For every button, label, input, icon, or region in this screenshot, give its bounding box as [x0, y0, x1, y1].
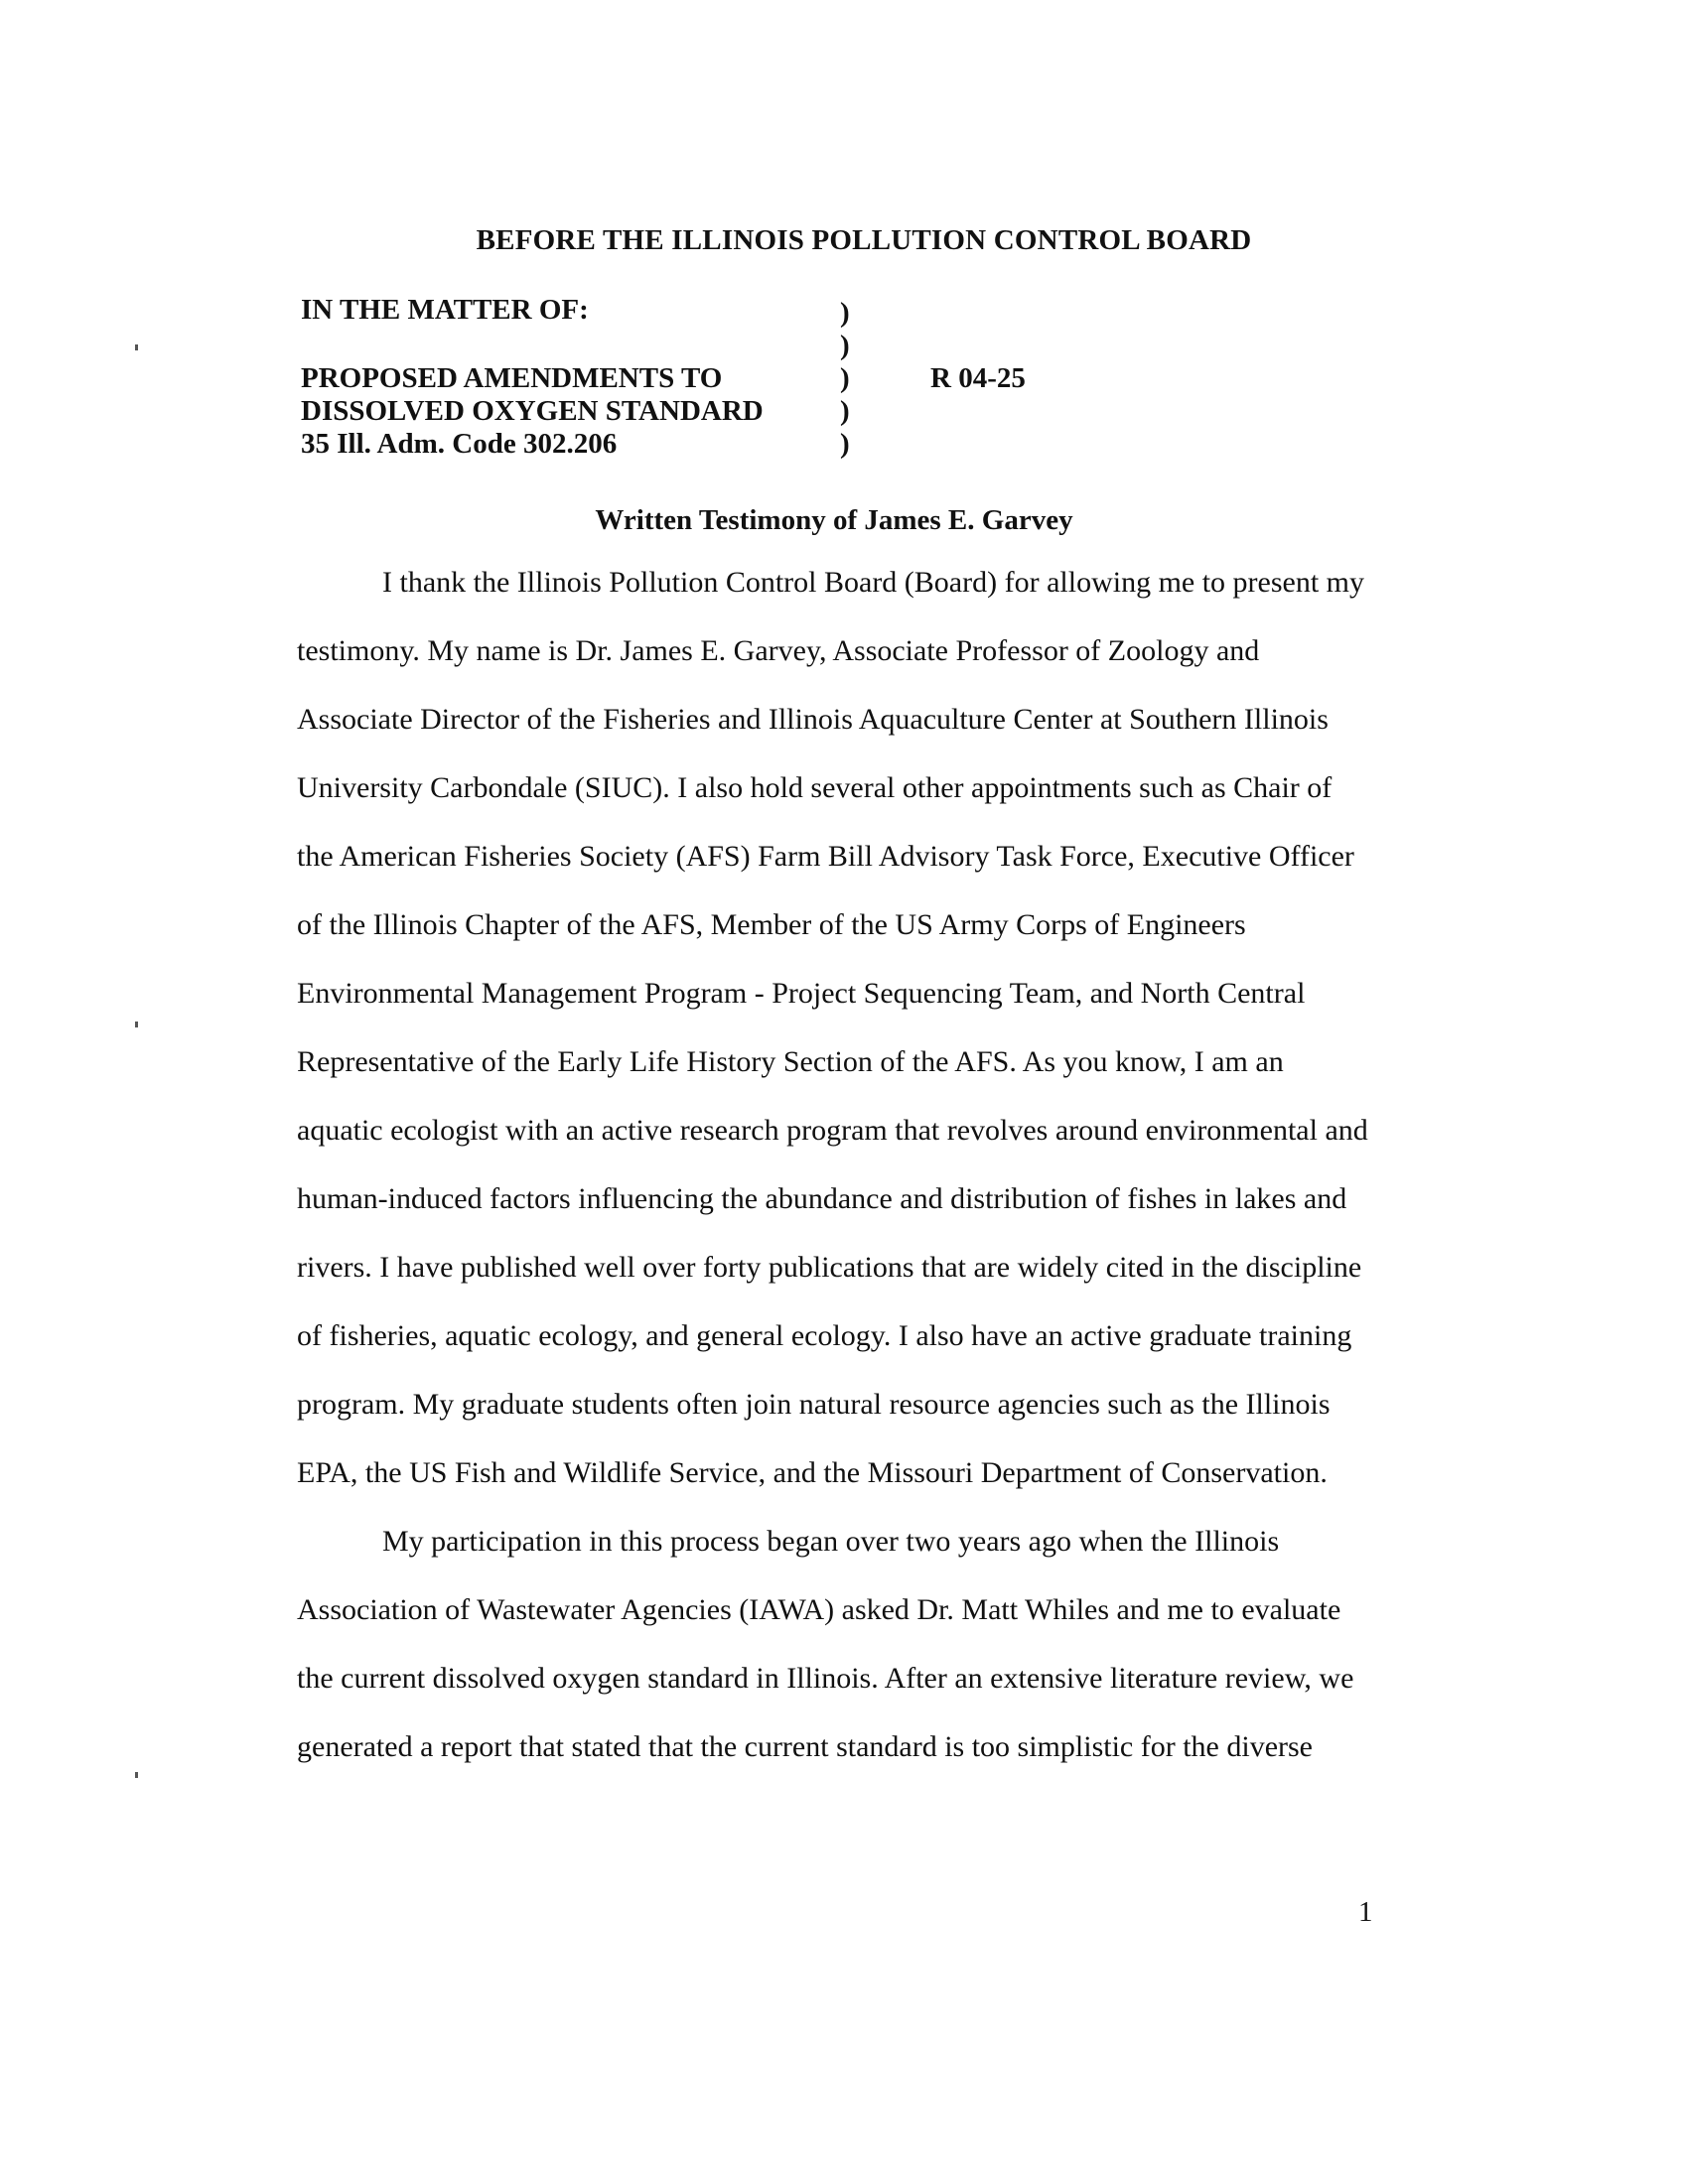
body-line: the American Fisheries Society (AFS) Farm Bill Advisory Task Force, Executive Officer: [297, 840, 1354, 873]
page-number: 1: [1358, 1896, 1373, 1928]
caption-matter-line: IN THE MATTER OF:: [301, 294, 589, 326]
body-line: Associate Director of the Fisheries and Illinois Aquaculture Center at Southern Illinois: [297, 703, 1329, 736]
scan-speck: [135, 1022, 138, 1027]
caption-paren: ): [840, 395, 850, 427]
docket-number: R 04-25: [930, 362, 1026, 394]
body-line: generated a report that stated that the current standard is too simplistic for the diverse: [297, 1730, 1313, 1763]
body-line: of the Illinois Chapter of the AFS, Member of the US Army Corps of Engineers: [297, 908, 1246, 941]
body-line: rivers. I have published well over forty publications that are widely cited in the discipline: [297, 1251, 1362, 1284]
caption-parentheses: [840, 297, 850, 461]
board-heading: BEFORE THE ILLINOIS POLLUTION CONTROL BOARD: [476, 224, 1252, 256]
body-line: the current dissolved oxygen standard in Illinois. After an extensive literature review, we: [297, 1662, 1354, 1695]
body-line: My participation in this process began over two years ago when the Illinois: [382, 1525, 1280, 1558]
caption-amendments-line: PROPOSED AMENDMENTS TO: [301, 362, 723, 394]
scan-speck: [135, 1772, 138, 1778]
caption-paren: ): [840, 428, 850, 460]
caption-paren: ): [840, 362, 850, 394]
body-line: program. My graduate students often join natural resource agencies such as the Illinois: [297, 1388, 1331, 1421]
body-line: EPA, the US Fish and Wildlife Service, and the Missouri Department of Conservation.: [297, 1456, 1328, 1489]
caption-code-line: 35 Ill. Adm. Code 302.206: [301, 428, 618, 460]
testimony-title: Written Testimony of James E. Garvey: [595, 504, 1073, 536]
caption-paren: ): [840, 330, 850, 361]
body-line: University Carbondale (SIUC). I also hold several other appointments such as Chair of: [297, 771, 1333, 804]
body-line: Environmental Management Program - Project Sequencing Team, and North Central: [297, 977, 1306, 1010]
caption-standard-line: DISSOLVED OXYGEN STANDARD: [301, 395, 764, 427]
body-line: Association of Wastewater Agencies (IAWA) asked Dr. Matt Whiles and me to evaluate: [297, 1593, 1341, 1626]
body-line: I thank the Illinois Pollution Control Board (Board) for allowing me to present my: [382, 566, 1365, 599]
scan-speck: [135, 344, 138, 350]
body-line: testimony. My name is Dr. James E. Garvey, Associate Professor of Zoology and: [297, 634, 1260, 667]
body-line: of fisheries, aquatic ecology, and general ecology. I also have an active graduate training: [297, 1319, 1352, 1352]
body-line: Representative of the Early Life History Section of the AFS. As you know, I am an: [297, 1045, 1284, 1078]
body-line: human-induced factors influencing the abundance and distribution of fishes in lakes and: [297, 1182, 1347, 1215]
caption-paren: ): [840, 297, 850, 329]
body-line: aquatic ecologist with an active research program that revolves around environmental and: [297, 1114, 1368, 1147]
